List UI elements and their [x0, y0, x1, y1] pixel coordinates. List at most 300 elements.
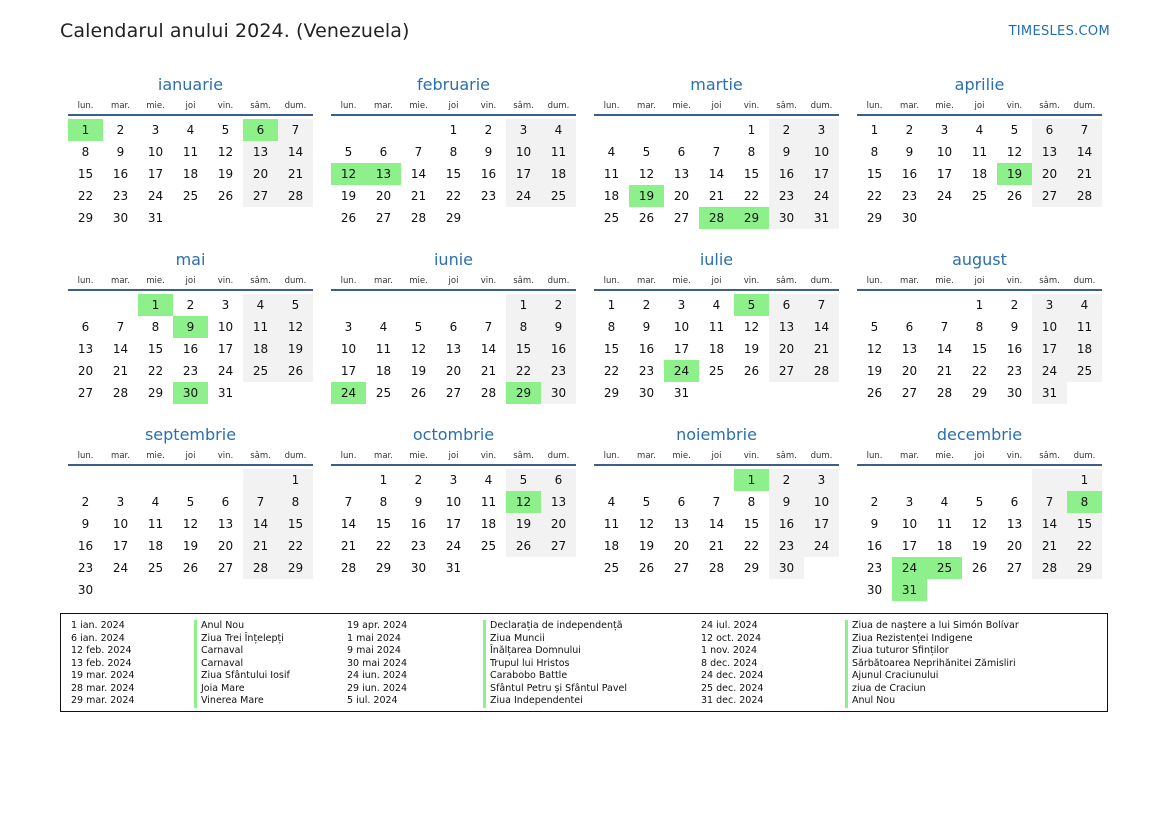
day-cell: 28: [480, 386, 497, 400]
empty-cell: [366, 294, 401, 316]
empty-cell: [103, 469, 138, 491]
day-cell: 15: [1067, 513, 1102, 535]
weekday-label: mar.: [637, 276, 656, 286]
day-cell: 7: [344, 495, 353, 509]
day-cell: 2: [905, 123, 914, 137]
day-cell: 29: [278, 557, 313, 579]
day-cell: 31: [147, 211, 164, 225]
day-cell: 23: [866, 561, 883, 575]
weekday-label: sâm.: [1039, 451, 1060, 461]
month-februarie: [331, 74, 576, 249]
weekday-label: dum.: [810, 276, 833, 286]
weekday-label: joi: [448, 276, 459, 286]
day-cell: 27: [217, 561, 234, 575]
weekday-label: mar.: [900, 101, 919, 111]
day-cell: 23: [410, 539, 427, 553]
day-cell: 28: [1067, 185, 1102, 207]
weekday-label: mar.: [374, 276, 393, 286]
day-cell: 19: [743, 342, 760, 356]
empty-cell: [699, 469, 734, 491]
day-cell: 11: [480, 495, 497, 509]
holiday-name: Sărbătoarea Neprihănitei Zămisliri: [845, 658, 1019, 671]
day-cell: 15: [77, 167, 94, 181]
month-title: martie: [690, 75, 743, 94]
day-cell: 13: [673, 167, 690, 181]
weekday-label: sâm.: [513, 276, 534, 286]
holiday-day-cell: 24: [664, 360, 699, 382]
holiday-date: 12 oct. 2024: [701, 632, 762, 644]
day-cell: 15: [445, 167, 462, 181]
weekday-label: lun.: [866, 101, 883, 111]
holiday-day-cell: 12: [506, 491, 541, 513]
day-cell: 29: [375, 561, 392, 575]
weekday-label: joi: [185, 276, 196, 286]
weekday-label: lun.: [340, 451, 357, 461]
weekday-label: joi: [185, 101, 196, 111]
day-cell: 20: [673, 539, 690, 553]
day-cell: 24: [445, 539, 462, 553]
weekday-label: sâm.: [250, 276, 271, 286]
day-cell: 31: [804, 207, 839, 229]
day-cell: 18: [603, 539, 620, 553]
weekday-label: mie.: [935, 101, 954, 111]
day-cell: 18: [708, 342, 725, 356]
day-cell: 4: [712, 298, 721, 312]
holiday-date: 13 feb. 2024: [71, 657, 132, 669]
empty-cell: [892, 469, 927, 491]
day-cell: 11: [375, 342, 392, 356]
day-cell: 25: [603, 211, 620, 225]
day-cell: 15: [278, 513, 313, 535]
day-cell: 22: [506, 360, 541, 382]
weekday-label: mar.: [374, 451, 393, 461]
day-cell: 10: [936, 145, 953, 159]
weekday-label: dum.: [547, 451, 570, 461]
day-cell: 3: [804, 119, 839, 141]
day-cell: 28: [243, 557, 278, 579]
day-cell: 26: [743, 364, 760, 378]
day-cell: 30: [1006, 386, 1023, 400]
day-cell: 18: [182, 167, 199, 181]
day-cell: 26: [638, 211, 655, 225]
empty-cell: [857, 469, 892, 491]
day-grid: [68, 119, 313, 229]
month-noiembrie: [594, 424, 839, 599]
day-grid: [68, 469, 313, 601]
month-octombrie: [331, 424, 576, 599]
weekday-label: mie.: [672, 451, 691, 461]
day-cell: 14: [243, 513, 278, 535]
day-cell: 17: [147, 167, 164, 181]
empty-cell: [1032, 469, 1067, 491]
day-cell: 11: [708, 320, 725, 334]
empty-cell: [594, 469, 629, 491]
day-cell: 25: [147, 561, 164, 575]
month-decembrie: [857, 424, 1102, 599]
day-cell: 1: [1067, 469, 1102, 491]
day-cell: 12: [638, 517, 655, 531]
day-cell: 1: [506, 294, 541, 316]
day-cell: 4: [243, 294, 278, 316]
day-cell: 18: [603, 189, 620, 203]
day-cell: 22: [1067, 535, 1102, 557]
empty-cell: [208, 469, 243, 491]
day-cell: 20: [375, 189, 392, 203]
weekday-label: lun.: [603, 276, 620, 286]
day-cell: 22: [743, 539, 760, 553]
brand-link[interactable]: TIMESLES.COM: [1008, 24, 1110, 39]
day-cell: 15: [743, 167, 760, 181]
day-cell: 9: [1010, 320, 1019, 334]
day-cell: 14: [1032, 513, 1067, 535]
day-cell: 30: [410, 561, 427, 575]
day-cell: 16: [901, 167, 918, 181]
day-cell: 29: [1067, 557, 1102, 579]
day-cell: 10: [217, 320, 234, 334]
day-cell: 10: [804, 491, 839, 513]
holiday-date: 25 dec. 2024: [701, 682, 764, 694]
holiday-name: Anul Nou: [194, 620, 290, 633]
day-grid: [594, 119, 839, 229]
day-cell: 22: [971, 364, 988, 378]
holiday-day-cell: 1: [68, 119, 103, 141]
empty-cell: [664, 469, 699, 491]
day-cell: 27: [673, 211, 690, 225]
weekday-label: dum.: [1073, 276, 1096, 286]
day-cell: 11: [1067, 316, 1102, 338]
day-cell: 6: [221, 495, 230, 509]
day-cell: 13: [901, 342, 918, 356]
day-cell: 22: [445, 189, 462, 203]
day-cell: 12: [182, 517, 199, 531]
day-cell: 20: [445, 364, 462, 378]
holiday-day-cell: 24: [331, 382, 366, 404]
day-cell: 5: [1010, 123, 1019, 137]
day-cell: 8: [81, 145, 90, 159]
day-cell: 20: [1006, 539, 1023, 553]
day-cell: 15: [147, 342, 164, 356]
day-cell: 28: [804, 360, 839, 382]
day-cell: 20: [1032, 163, 1067, 185]
holiday-day-cell: 1: [138, 294, 173, 316]
holiday-date: 6 ian. 2024: [71, 632, 125, 644]
day-cell: 25: [971, 189, 988, 203]
day-cell: 17: [804, 163, 839, 185]
day-cell: 18: [1067, 338, 1102, 360]
holiday-name: Trupul lui Hristos: [483, 658, 627, 671]
holiday-day-cell: 28: [699, 207, 734, 229]
day-cell: 24: [936, 189, 953, 203]
day-cell: 29: [866, 211, 883, 225]
day-cell: 4: [484, 473, 493, 487]
day-cell: 8: [747, 495, 756, 509]
holiday-date: 5 iul. 2024: [347, 695, 398, 706]
weekday-label: vin.: [1006, 451, 1023, 461]
weekday-label: mie.: [935, 451, 954, 461]
legend-names-column: [845, 620, 1019, 708]
empty-cell: [401, 294, 436, 316]
holiday-date: 19 mar. 2024: [71, 670, 135, 681]
day-cell: 23: [112, 189, 129, 203]
day-cell: 16: [541, 338, 576, 360]
day-cell: 16: [410, 517, 427, 531]
day-cell: 24: [217, 364, 234, 378]
day-cell: 7: [940, 320, 949, 334]
weekday-label: lun.: [866, 451, 883, 461]
day-cell: 20: [217, 539, 234, 553]
holiday-day-cell: 19: [629, 185, 664, 207]
legend-dates-column: [71, 620, 134, 708]
empty-cell: [401, 119, 436, 141]
day-cell: 13: [445, 342, 462, 356]
empty-cell: [366, 119, 401, 141]
day-cell: 6: [769, 294, 804, 316]
weekday-label: mie.: [935, 276, 954, 286]
day-cell: 5: [221, 123, 230, 137]
day-cell: 15: [506, 338, 541, 360]
day-cell: 14: [112, 342, 129, 356]
day-cell: 26: [217, 189, 234, 203]
empty-cell: [892, 294, 927, 316]
day-cell: 5: [642, 495, 651, 509]
day-cell: 23: [1006, 364, 1023, 378]
day-grid: [594, 469, 839, 579]
month-title: noiembrie: [676, 425, 757, 444]
day-cell: 14: [804, 316, 839, 338]
day-cell: 3: [677, 298, 686, 312]
day-cell: 17: [506, 163, 541, 185]
day-cell: 15: [375, 517, 392, 531]
weekday-label: sâm.: [250, 101, 271, 111]
day-cell: 11: [603, 167, 620, 181]
weekday-label: mar.: [900, 276, 919, 286]
day-cell: 30: [638, 386, 655, 400]
day-cell: 12: [217, 145, 234, 159]
day-cell: 26: [278, 360, 313, 382]
day-cell: 3: [940, 123, 949, 137]
day-cell: 6: [379, 145, 388, 159]
day-cell: 2: [484, 123, 493, 137]
day-grid: [331, 119, 576, 229]
day-grid: [68, 294, 313, 404]
day-cell: 14: [708, 167, 725, 181]
weekday-label: lun.: [77, 451, 94, 461]
day-cell: 25: [480, 539, 497, 553]
weekday-label: mar.: [637, 451, 656, 461]
day-cell: 6: [81, 320, 90, 334]
holiday-date: 1 ian. 2024: [71, 620, 125, 631]
day-cell: 8: [870, 145, 879, 159]
day-cell: 9: [81, 517, 90, 531]
weekday-header: [857, 271, 1102, 291]
day-cell: 5: [278, 294, 313, 316]
legend-dates-column: [701, 620, 763, 708]
day-cell: 26: [866, 386, 883, 400]
weekday-label: joi: [448, 101, 459, 111]
holiday-day-cell: 31: [892, 579, 927, 601]
day-cell: 18: [971, 167, 988, 181]
day-cell: 16: [112, 167, 129, 181]
day-cell: 5: [870, 320, 879, 334]
holiday-name: Ziua Sfântului Iosif: [194, 670, 290, 683]
empty-cell: [664, 119, 699, 141]
holiday-date: 19 apr. 2024: [347, 620, 408, 631]
day-cell: 23: [541, 360, 576, 382]
day-cell: 7: [1032, 491, 1067, 513]
day-cell: 10: [901, 517, 918, 531]
holiday-day-cell: 9: [173, 316, 208, 338]
day-grid: [331, 294, 576, 404]
day-cell: 6: [677, 145, 686, 159]
weekday-label: joi: [974, 276, 985, 286]
day-cell: 6: [1032, 119, 1067, 141]
day-cell: 3: [449, 473, 458, 487]
weekday-header: [331, 446, 576, 466]
holiday-day-cell: 29: [734, 207, 769, 229]
weekday-label: mar.: [900, 451, 919, 461]
day-cell: 30: [77, 583, 94, 597]
day-cell: 2: [186, 298, 195, 312]
month-title: iunie: [433, 250, 473, 269]
empty-cell: [699, 119, 734, 141]
day-cell: 31: [1032, 382, 1067, 404]
empty-cell: [138, 469, 173, 491]
day-cell: 28: [278, 185, 313, 207]
day-cell: 2: [870, 495, 879, 509]
holiday-day-cell: 13: [366, 163, 401, 185]
weekday-label: joi: [974, 101, 985, 111]
day-cell: 7: [712, 495, 721, 509]
holiday-name: Ziua Independentei: [483, 695, 627, 708]
day-cell: 20: [901, 364, 918, 378]
weekday-label: mar.: [111, 276, 130, 286]
day-cell: 7: [804, 294, 839, 316]
weekday-label: vin.: [743, 451, 760, 461]
empty-cell: [436, 294, 471, 316]
holiday-name: Vinerea Mare: [194, 695, 290, 708]
day-cell: 26: [638, 561, 655, 575]
day-cell: 7: [712, 145, 721, 159]
day-cell: 11: [182, 145, 199, 159]
day-cell: 21: [708, 189, 725, 203]
day-cell: 16: [182, 342, 199, 356]
day-cell: 17: [112, 539, 129, 553]
day-cell: 16: [769, 513, 804, 535]
legend-dates-column: [347, 620, 407, 708]
day-cell: 28: [1032, 557, 1067, 579]
day-cell: 10: [340, 342, 357, 356]
day-cell: 30: [112, 211, 129, 225]
day-cell: 12: [638, 167, 655, 181]
weekday-label: mie.: [146, 276, 165, 286]
day-cell: 2: [769, 469, 804, 491]
empty-cell: [331, 294, 366, 316]
day-cell: 27: [673, 561, 690, 575]
day-cell: 20: [769, 338, 804, 360]
weekday-label: mar.: [111, 101, 130, 111]
day-cell: 26: [971, 561, 988, 575]
holiday-day-cell: 6: [243, 119, 278, 141]
day-cell: 22: [603, 364, 620, 378]
day-cell: 21: [278, 163, 313, 185]
day-cell: 22: [375, 539, 392, 553]
weekday-label: mie.: [146, 451, 165, 461]
weekday-label: vin.: [743, 101, 760, 111]
weekday-label: mie.: [409, 276, 428, 286]
holiday-name: Sfântul Petru și Sfântul Pavel: [483, 683, 627, 696]
day-cell: 21: [804, 338, 839, 360]
day-cell: 24: [112, 561, 129, 575]
day-cell: 2: [414, 473, 423, 487]
weekday-label: vin.: [480, 101, 497, 111]
day-cell: 9: [905, 145, 914, 159]
day-cell: 19: [278, 338, 313, 360]
weekday-label: vin.: [217, 276, 234, 286]
holiday-name: Anul Nou: [845, 695, 1019, 708]
day-cell: 12: [1006, 145, 1023, 159]
holiday-date: 12 feb. 2024: [71, 645, 132, 656]
day-cell: 7: [1067, 119, 1102, 141]
day-cell: 21: [340, 539, 357, 553]
day-cell: 4: [1067, 294, 1102, 316]
weekday-label: lun.: [340, 101, 357, 111]
day-cell: 2: [642, 298, 651, 312]
weekday-label: joi: [448, 451, 459, 461]
holiday-date: 30 mai 2024: [347, 657, 408, 669]
day-cell: 29: [971, 386, 988, 400]
weekday-label: lun.: [603, 451, 620, 461]
weekday-header: [68, 96, 313, 116]
page-title: Calendarul anului 2024. (Venezuela): [60, 20, 410, 42]
day-cell: 29: [445, 211, 462, 225]
day-cell: 9: [769, 491, 804, 513]
day-cell: 1: [379, 473, 388, 487]
weekday-label: vin.: [1006, 276, 1023, 286]
day-cell: 31: [445, 561, 462, 575]
day-cell: 8: [278, 491, 313, 513]
weekday-header: [594, 271, 839, 291]
day-cell: 12: [743, 320, 760, 334]
holiday-day-cell: 24: [892, 557, 927, 579]
day-cell: 25: [375, 386, 392, 400]
day-cell: 25: [243, 360, 278, 382]
day-cell: 15: [743, 517, 760, 531]
day-cell: 21: [243, 535, 278, 557]
day-cell: 21: [1067, 163, 1102, 185]
holiday-date: 1 mai 2024: [347, 632, 401, 644]
day-cell: 5: [642, 145, 651, 159]
day-cell: 8: [151, 320, 160, 334]
day-cell: 9: [769, 141, 804, 163]
holiday-day-cell: 12: [331, 163, 366, 185]
empty-cell: [173, 469, 208, 491]
day-cell: 4: [151, 495, 160, 509]
holiday-name: Ziua de naștere a lui Simón Bolívar: [845, 620, 1019, 633]
day-cell: 10: [804, 141, 839, 163]
day-cell: 28: [410, 211, 427, 225]
month-title: februarie: [416, 75, 491, 94]
weekday-header: [594, 96, 839, 116]
day-cell: 14: [278, 141, 313, 163]
day-cell: 27: [1006, 561, 1023, 575]
day-cell: 21: [112, 364, 129, 378]
weekday-label: joi: [711, 451, 722, 461]
month-iulie: [594, 249, 839, 424]
day-cell: 8: [975, 320, 984, 334]
day-cell: 9: [414, 495, 423, 509]
weekday-header: [68, 271, 313, 291]
day-cell: 7: [278, 119, 313, 141]
